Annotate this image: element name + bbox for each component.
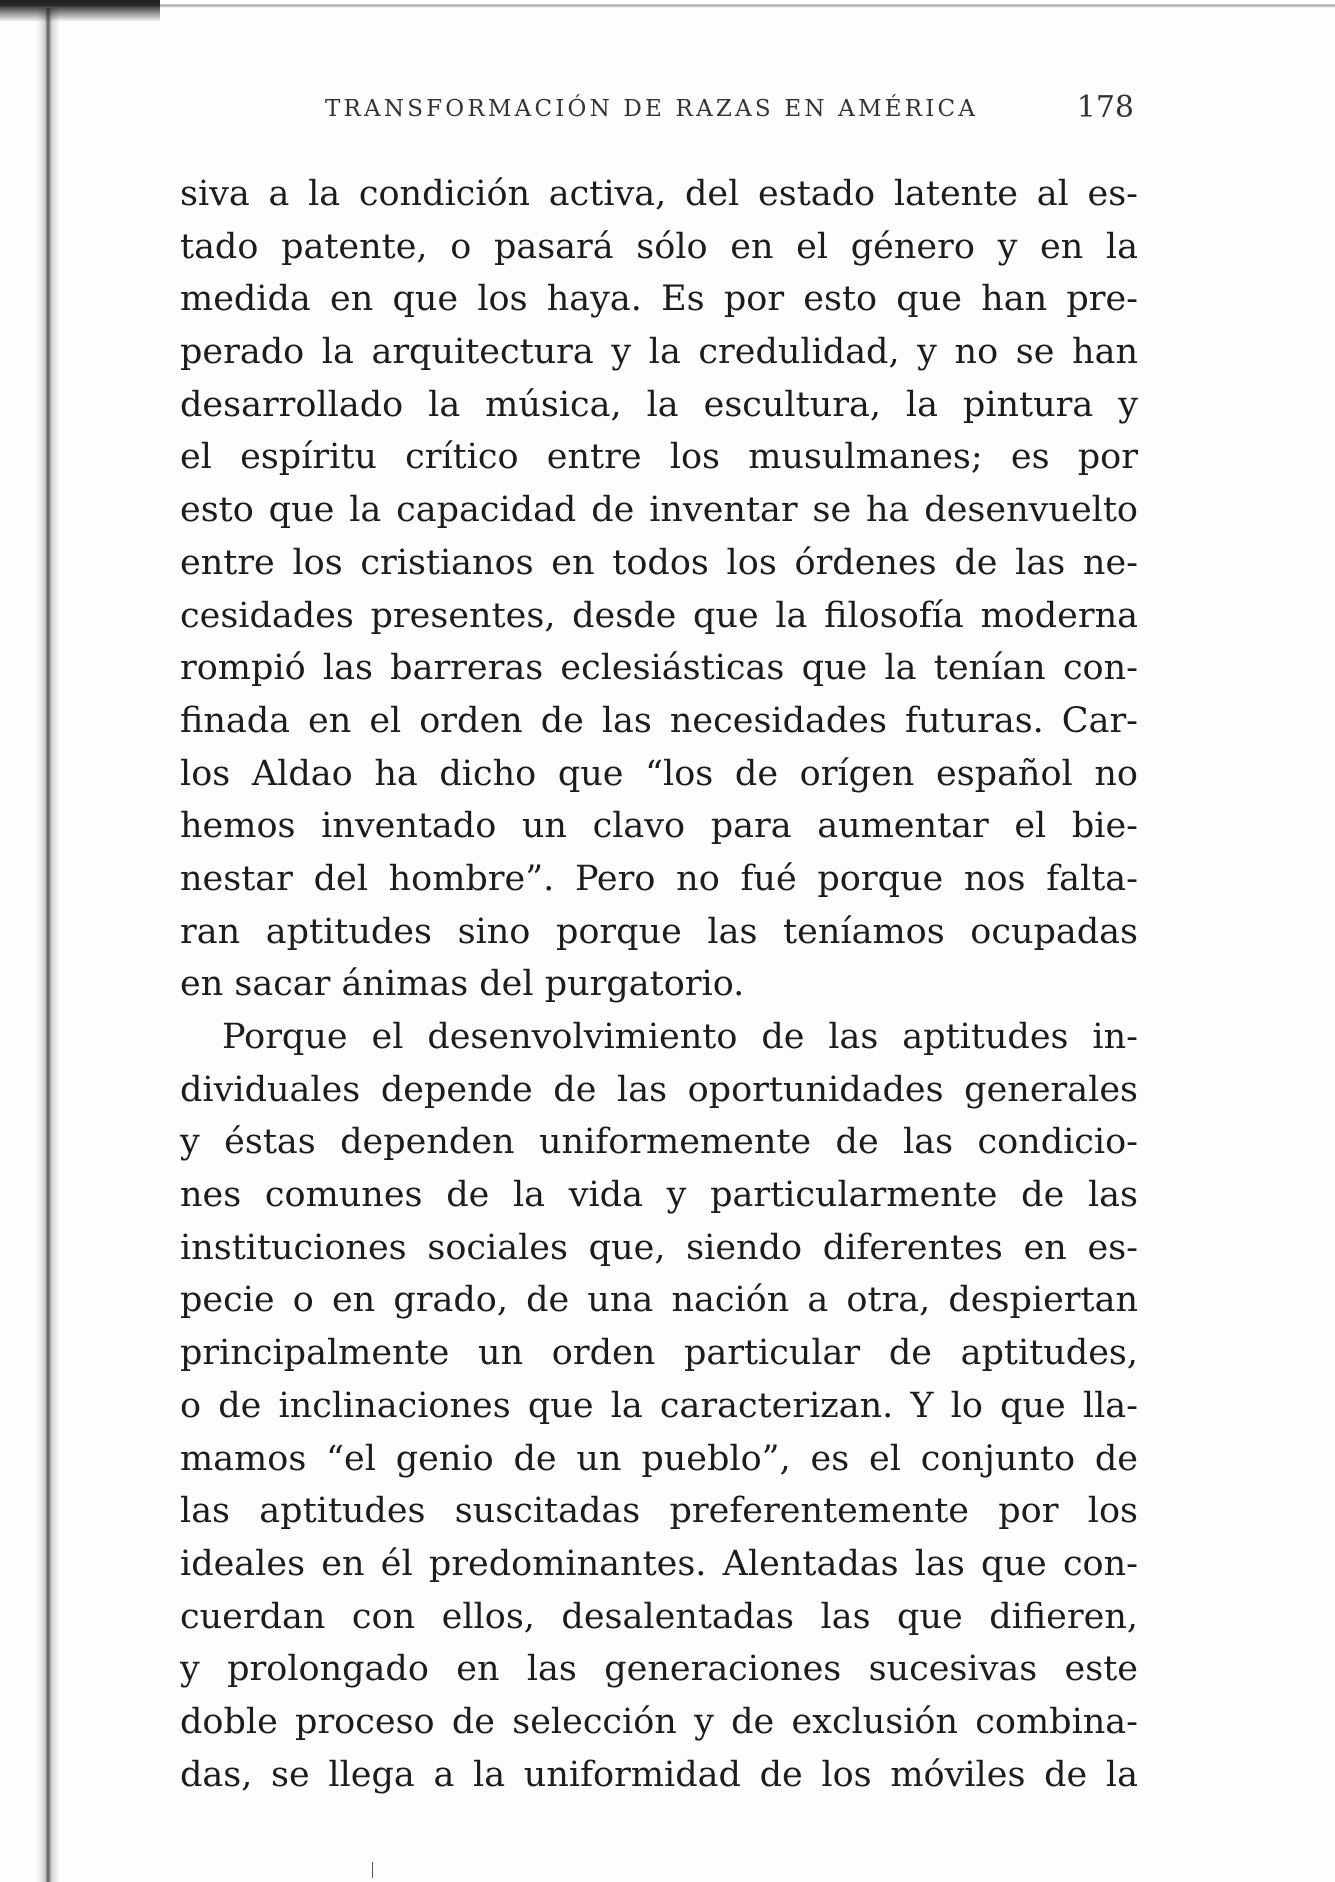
running-title: TRANSFORMACIÓN DE RAZAS EN AMÉRICA bbox=[325, 96, 979, 122]
text-line: dividuales depende de las oportunidades generales bbox=[180, 1069, 1138, 1110]
text-line: cesidades presentes, desde que la filosofía moderna bbox=[180, 595, 1138, 636]
text-line: medida en que los haya. Es por esto que han pre- bbox=[180, 279, 1138, 320]
page-corner-mark bbox=[0, 0, 160, 22]
book-binding-edge bbox=[0, 0, 60, 1882]
text-line: las aptitudes suscitadas preferentemente por los bbox=[180, 1491, 1138, 1532]
text-line: mamos “el genio de un pueblo”, es el conjunto de bbox=[180, 1438, 1138, 1479]
text-line: en sacar ánimas del purgatorio. bbox=[180, 964, 745, 1005]
paragraph-1 bbox=[180, 168, 1138, 1011]
text-line: entre los cristianos en todos los órdenes de las ne- bbox=[180, 542, 1138, 583]
text-line: desarrollado la música, la escultura, la pintura y bbox=[180, 384, 1138, 425]
page-body-text bbox=[180, 168, 1138, 1801]
text-line: cuerdan con ellos, desalentadas las que difieren, bbox=[180, 1596, 1138, 1637]
text-line: Porque el desenvolvimiento de las aptitudes in- bbox=[222, 1017, 1138, 1057]
text-line: hemos inventado un clavo para aumentar el bie- bbox=[180, 806, 1138, 847]
scan-speck bbox=[372, 1862, 373, 1878]
text-line: das, se llega a la uniformidad de los móviles de la bbox=[180, 1754, 1138, 1795]
paragraph-2 bbox=[180, 1011, 1138, 1801]
text-line: doble proceso de selección y de exclusión combina- bbox=[180, 1701, 1138, 1742]
text-line: y éstas dependen uniformemente de las condicio- bbox=[180, 1122, 1138, 1163]
text-line: tado patente, o pasará sólo en el género y en la bbox=[180, 226, 1138, 267]
text-line: ran aptitudes sino porque las teníamos ocupadas bbox=[180, 911, 1138, 952]
text-line: rompió las barreras eclesiásticas que la tenían con- bbox=[180, 648, 1138, 689]
text-line: finada en el orden de las necesidades futuras. Car- bbox=[180, 700, 1138, 741]
text-line: y prolongado en las generaciones sucesivas este bbox=[180, 1649, 1138, 1690]
text-line: siva a la condición activa, del estado latente al es- bbox=[180, 174, 1138, 214]
text-line: los Aldao ha dicho que “los de orígen español no bbox=[180, 753, 1138, 794]
text-line: nestar del hombre”. Pero no fué porque nos falta- bbox=[180, 858, 1138, 899]
page-number: 178 bbox=[1076, 90, 1134, 125]
page-top-edge bbox=[0, 0, 1335, 8]
text-line: ideales en él predominantes. Alentadas las que con- bbox=[180, 1543, 1138, 1584]
text-line: perado la arquitectura y la credulidad, y no se han bbox=[180, 332, 1138, 373]
text-line: principalmente un orden particular de aptitudes, bbox=[180, 1333, 1138, 1374]
running-header bbox=[180, 82, 1180, 142]
text-line: esto que la capacidad de inventar se ha desenvuelto bbox=[180, 490, 1138, 531]
text-line: instituciones sociales que, siendo diferentes en es- bbox=[180, 1227, 1138, 1268]
text-line: pecie o en grado, de una nación a otra, despiertan bbox=[180, 1280, 1138, 1321]
text-line: el espíritu crítico entre los musulmanes; es por bbox=[180, 437, 1138, 478]
text-line: nes comunes de la vida y particularmente de las bbox=[180, 1175, 1138, 1216]
text-line: o de inclinaciones que la caracterizan. Y lo que lla- bbox=[180, 1385, 1138, 1426]
